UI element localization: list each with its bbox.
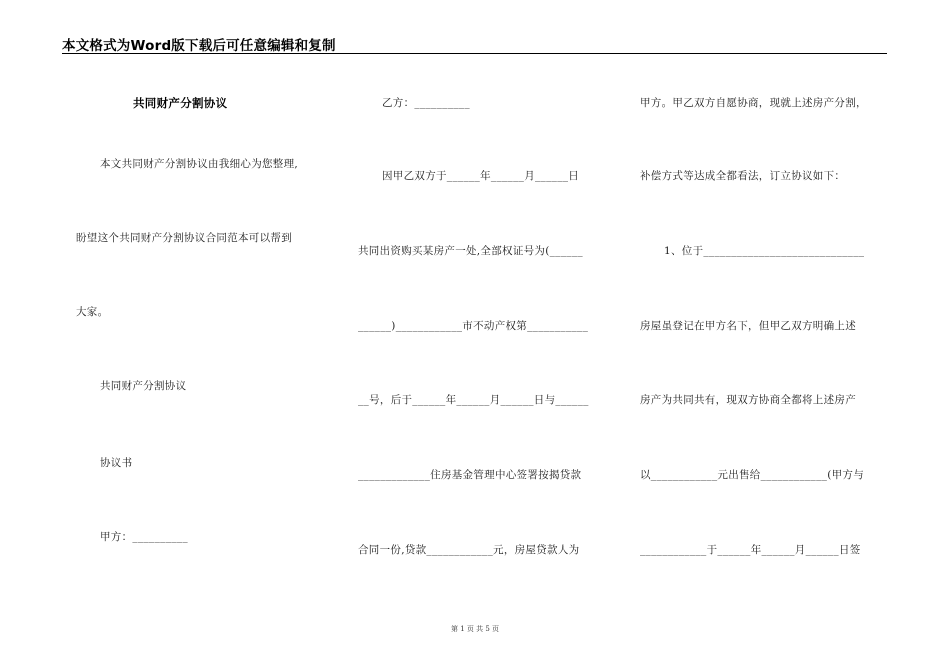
col1-line-2: 本文共同财产分割协议由我细心为您整理,	[100, 158, 299, 170]
col3-line-3: 1、位于_____________________________	[664, 245, 865, 257]
col1-line-4: 大家。	[76, 306, 109, 318]
page-number: 第 1 页 共 5 页	[450, 625, 500, 633]
col2-line-4: ______)____________市不动产权第___________	[358, 320, 589, 332]
col3-line-6: 以____________元出售给____________(甲方与	[640, 469, 864, 481]
col3-line-7: ____________于______年______月______日签	[640, 544, 861, 556]
col3-line-2: 补偿方式等达成全都看法，订立协议如下：	[640, 170, 846, 182]
col2-line-1: 乙方：__________	[382, 97, 470, 109]
col2-line-6: _____________住房基金管理中心签署按揭贷款	[358, 469, 582, 481]
doc-title: 共同财产分割协议	[133, 96, 228, 110]
header-divider	[62, 53, 887, 54]
document-header: 本文格式为Word版下载后可任意编辑和复制	[62, 38, 336, 54]
col3-line-4: 房屋虽登记在甲方名下，但甲乙双方明确上述	[640, 320, 856, 332]
col1-line-6: 协议书	[100, 457, 133, 469]
col2-line-2: 因甲乙双方于______年______月______日	[382, 170, 580, 182]
col3-line-5: 房产为共同共有，现双方协商全都将上述房产	[640, 394, 856, 406]
col2-line-7: 合同一份,贷款____________元，房屋贷款人为	[358, 544, 580, 556]
col1-line-3: 盼望这个共同财产分割协议合同范本可以帮到	[76, 232, 292, 244]
col1-line-5: 共同财产分割协议	[100, 380, 187, 392]
col2-line-3: 共同出资购买某房产一处,全部权证号为(______	[358, 245, 583, 257]
col1-line-7: 甲方：__________	[100, 531, 188, 543]
col2-line-5: __号，后于______年______月______日与______	[358, 394, 589, 406]
col3-line-1: 甲方。甲乙双方自愿协商，现就上述房产分割，	[640, 97, 867, 109]
